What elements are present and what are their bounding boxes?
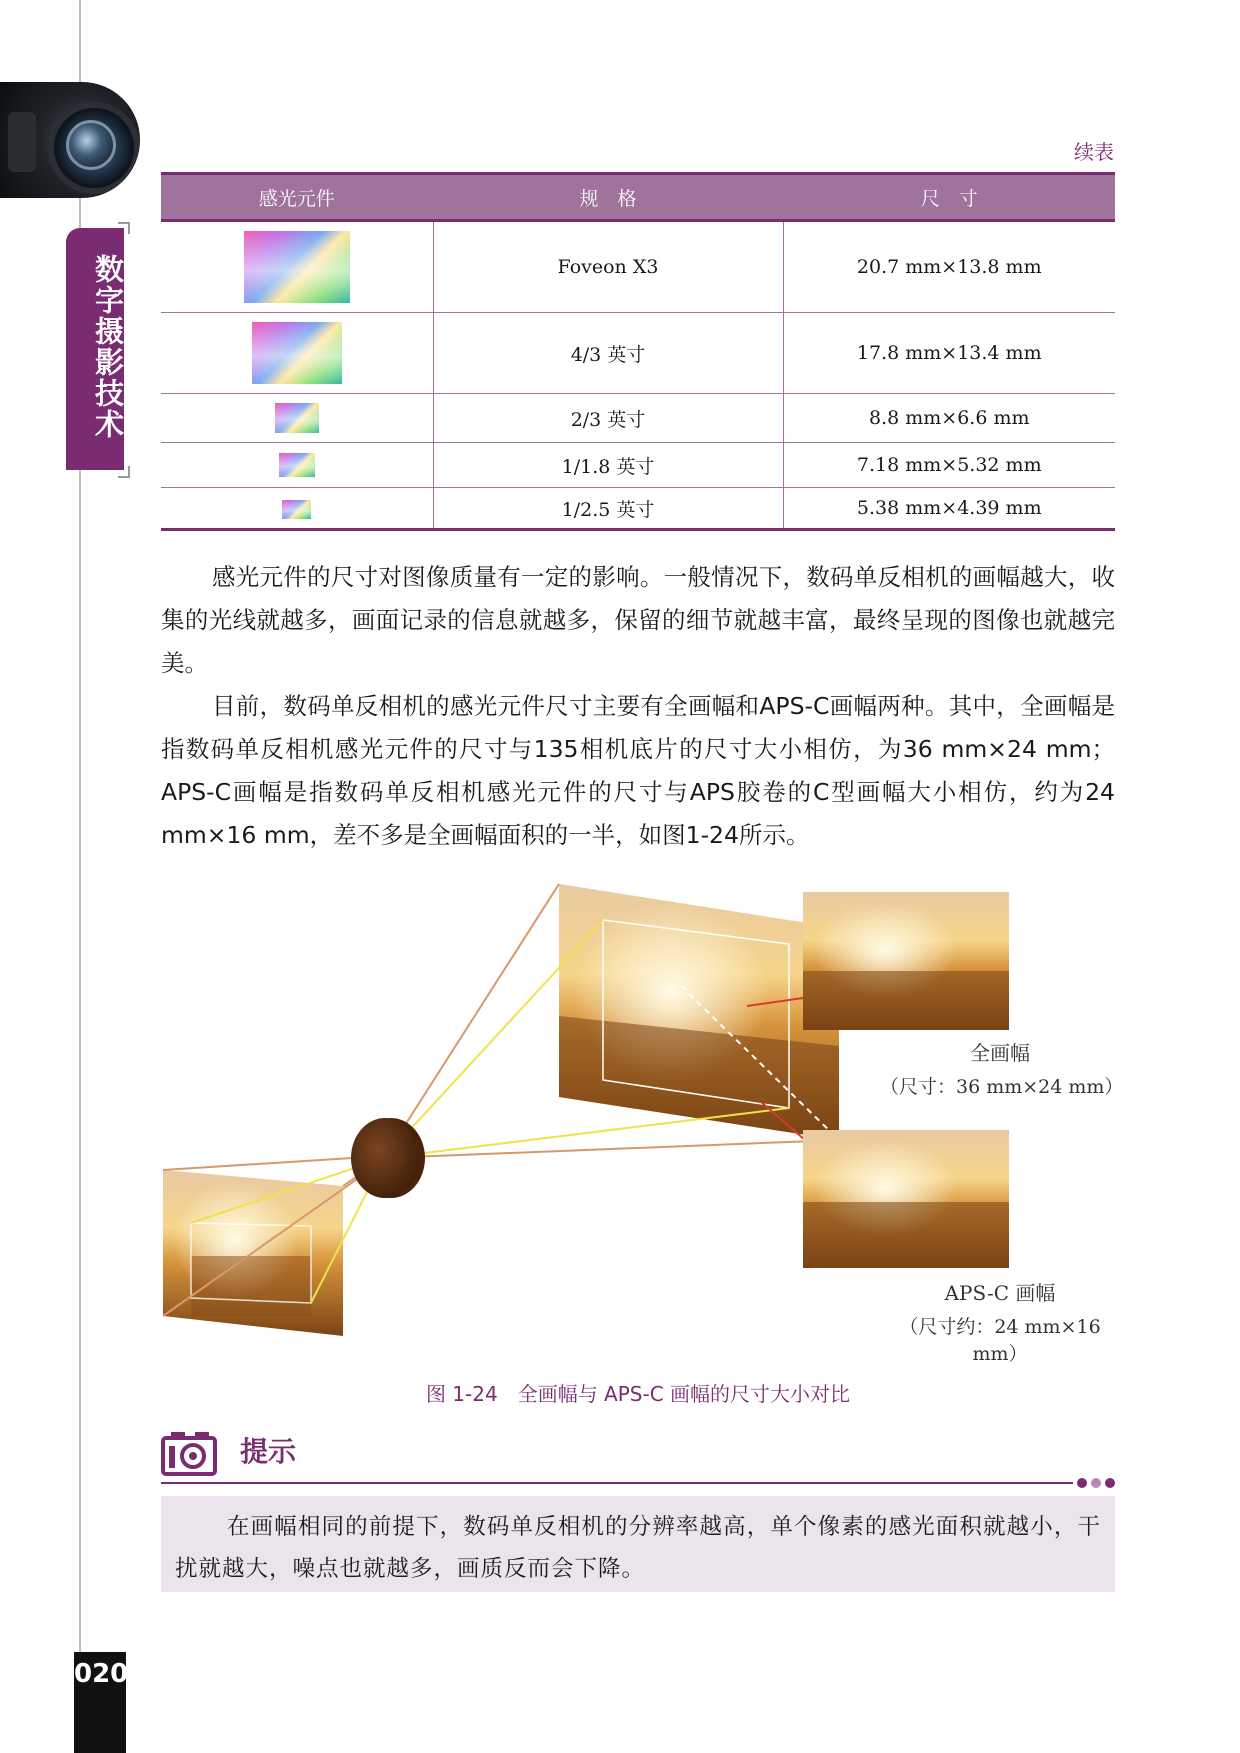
- full-frame-photo: [803, 892, 1009, 1030]
- sensor-swatch-image: [275, 403, 319, 433]
- sensor-swatch-cell: [161, 443, 433, 488]
- apsc-size: （尺寸约：24 mm×16 mm）: [899, 1316, 1101, 1365]
- page-number: 020: [74, 1652, 126, 1696]
- size-cell: 5.38 mm×4.39 mm: [783, 488, 1115, 530]
- apsc-label: APS-C 画幅: [944, 1281, 1056, 1305]
- tip-text: 在画幅相同的前提下，数码单反相机的分辨率越高，单个像素的感光面积就越小，干扰就越大，噪点也就越多，画质反而会下降。: [175, 1514, 1101, 1582]
- figure-caption: 图 1-24 全画幅与 APS-C 画幅的尺寸大小对比: [425, 1382, 851, 1406]
- dot-icon: [1091, 1478, 1101, 1488]
- spec-cell: 2/3 英寸: [433, 394, 783, 443]
- header-sensor: 感光元件: [161, 174, 433, 221]
- camera-icon: [161, 1430, 217, 1476]
- sensor-swatch-image: [279, 453, 315, 477]
- full-frame-size: （尺寸：36 mm×24 mm）: [880, 1076, 1124, 1098]
- camera-lens-image: [0, 82, 140, 198]
- table-header-row: [161, 174, 1115, 221]
- paragraph-1: 感光元件的尺寸对图像质量有一定的影响。一般情况下，数码单反相机的画幅越大，收集的光线就越多，画面记录的信息就越多，保留的细节就越丰富，最终呈现的图像也就越完美。: [161, 563, 1115, 677]
- chapter-side-tab: [66, 228, 124, 470]
- size-cell: 20.7 mm×13.8 mm: [783, 221, 1115, 313]
- tip-divider: [161, 1482, 1073, 1484]
- sensor-swatch-image: [244, 231, 350, 303]
- dot-icon: [1077, 1478, 1087, 1488]
- sensor-spec-table: [161, 172, 1115, 531]
- tip-box: [161, 1496, 1115, 1592]
- paragraph-2: 目前，数码单反相机的感光元件尺寸主要有全画幅和APS-C画幅两种。其中，全画幅是指数码单反相机感光元件的尺寸与135相机底片的尺寸大小相仿，为36 mm×24 mm；APS-C画幅是指数码单反相机感光元件的尺寸与APS胶卷的C型画幅大小相仿，约为24 mm×16 mm，差不多是全画幅面积的一半，如图1-24所示。: [161, 692, 1115, 849]
- spec-cell: 4/3 英寸: [433, 313, 783, 394]
- header-spec: 规 格: [433, 174, 783, 221]
- sensor-swatch-cell: [161, 221, 433, 313]
- sensor-swatch-image: [282, 500, 311, 519]
- sensor-comparison-figure: [161, 876, 1124, 1346]
- table-row: [161, 313, 1115, 394]
- sensor-swatch-cell: [161, 313, 433, 394]
- sensor-swatch-cell: [161, 488, 433, 530]
- table-row: [161, 488, 1115, 530]
- sensor-swatch-image: [252, 322, 342, 384]
- spec-cell: Foveon X3: [433, 221, 783, 313]
- size-cell: 8.8 mm×6.6 mm: [783, 394, 1115, 443]
- full-frame-label: 全画幅: [970, 1041, 1030, 1065]
- book-title: 数字摄影技术: [91, 254, 125, 440]
- spec-cell: 1/1.8 英寸: [433, 443, 783, 488]
- table-row: [161, 394, 1115, 443]
- sensor-swatch-cell: [161, 394, 433, 443]
- dot-icon: [1105, 1478, 1115, 1488]
- table-row: [161, 221, 1115, 313]
- header-size: 尺 寸: [783, 174, 1115, 221]
- continued-label: 续表: [1074, 140, 1114, 164]
- apsc-photo: [803, 1130, 1009, 1268]
- page-number-tab: [74, 1696, 126, 1753]
- table-row: [161, 443, 1115, 488]
- spec-cell: 1/2.5 英寸: [433, 488, 783, 530]
- lens-disc: [351, 1118, 425, 1198]
- size-cell: 17.8 mm×13.4 mm: [783, 313, 1115, 394]
- size-cell: 7.18 mm×5.32 mm: [783, 443, 1115, 488]
- tip-title: 提示: [240, 1435, 297, 1468]
